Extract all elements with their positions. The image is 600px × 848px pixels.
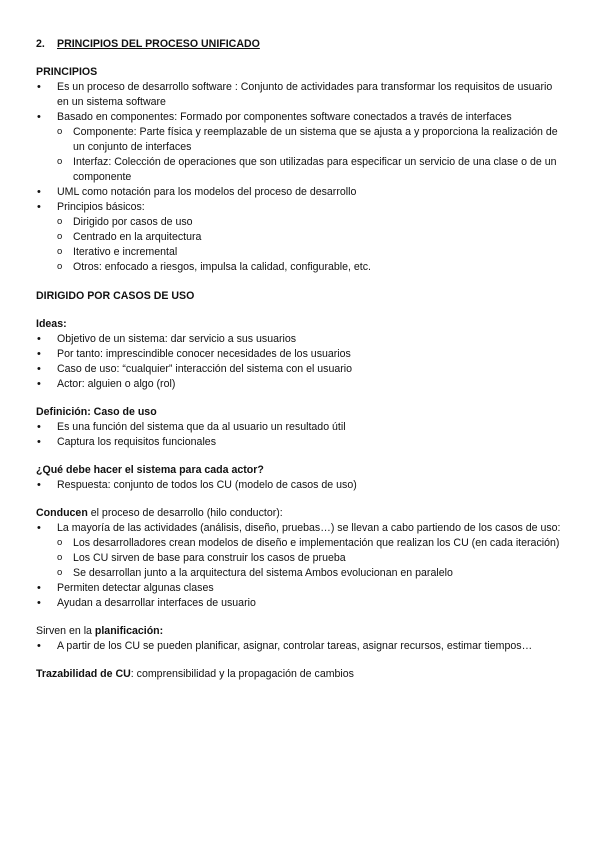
list-item: • Respuesta: conjunto de todos los CU (modelo de casos de uso): [36, 478, 561, 493]
sub-list: [57, 536, 561, 581]
sub-list-item: o Centrado en la arquitectura: [57, 230, 561, 245]
principios-list: [36, 80, 561, 275]
ideas-list: [36, 332, 561, 392]
sub-list-item: o Componente: Parte física y reemplazable de un sistema que se ajusta a y proporciona la realización de un conjunto de interfaces: [57, 125, 561, 155]
list-item: • Objetivo de un sistema: dar servicio a sus usuarios: [36, 332, 561, 347]
que-debe-heading: ¿Qué debe hacer el sistema para cada actor?: [36, 464, 264, 476]
conducen-list: [36, 521, 561, 611]
list-item: • A partir de los CU se pueden planificar, asignar, controlar tareas, asignar recursos, estimar tiempos…: [36, 639, 561, 654]
conducen-heading: Conducen el proceso de desarrollo (hilo conductor):: [36, 507, 283, 519]
definicion-heading: Definición: Caso de uso: [36, 406, 157, 418]
trazabilidad-line: Trazabilidad de CU: comprensibilidad y la propagación de cambios: [36, 668, 354, 680]
list-item: • Principios básicos: o Dirigido por casos de uso o Centrado en la arquitectura o Iterativo e incremental o Otros: enfocado a riesgos, impulsa la calidad, configurable, etc.: [36, 200, 561, 275]
sub-list-item: o Los desarrolladores crean modelos de diseño e implementación que realizan los CU (en cada iteración): [57, 536, 561, 551]
list-item: • Es una función del sistema que da al usuario un resultado útil: [36, 420, 561, 435]
sub-list-item: o Interfaz: Colección de operaciones que son utilizadas para especificar un servicio de una clase o de un componente: [57, 155, 561, 185]
section-title-text: PRINCIPIOS DEL PROCESO UNIFICADO: [57, 38, 260, 50]
que-debe-list: [36, 478, 561, 493]
sirven-heading: Sirven en la planificación:: [36, 625, 164, 637]
list-item: • Por tanto: imprescindible conocer necesidades de los usuarios: [36, 347, 561, 362]
section-title: [36, 37, 561, 52]
ideas-heading: Ideas:: [36, 318, 67, 330]
sub-list: [57, 215, 561, 275]
sub-list: [57, 125, 561, 185]
sirven-list: [36, 639, 561, 654]
list-item: • Caso de uso: “cualquier” interacción del sistema con el usuario: [36, 362, 561, 377]
definicion-list: [36, 420, 561, 450]
document-content: [36, 37, 561, 682]
list-item: • Ayudan a desarrollar interfaces de usuario: [36, 596, 561, 611]
dirigido-heading: DIRIGIDO POR CASOS DE USO: [36, 290, 195, 302]
sub-list-item: o Otros: enfocado a riesgos, impulsa la calidad, configurable, etc.: [57, 260, 561, 275]
sub-list-item: o Se desarrollan junto a la arquitectura del sistema Ambos evolucionan en paralelo: [57, 566, 561, 581]
list-item: • Es un proceso de desarrollo software : Conjunto de actividades para transformar los requisitos de usuario en un sistema software: [36, 80, 561, 110]
sub-list-item: o Los CU sirven de base para construir los casos de prueba: [57, 551, 561, 566]
list-item: • UML como notación para los modelos del proceso de desarrollo: [36, 185, 561, 200]
list-item: • Basado en componentes: Formado por componentes software conectados a través de interfaces o Componente: Parte física y reemplazable de un sistema que se ajusta a y proporciona la realización de un conjunto de interfaces o Interfaz: Colección de operaciones que son utilizadas para especificar un servicio de una clase o de un componente: [36, 110, 561, 185]
list-item: • La mayoría de las actividades (análisis, diseño, pruebas…) se llevan a cabo partiendo de los casos de uso: o Los desarrolladores crean modelos de diseño e implementación que realizan los CU (en cada iteración) o Los CU sirven de base para construir los casos de prueba o Se desarrollan junto a la arquitectura del sistema Ambos evolucionan en paralelo: [36, 521, 561, 581]
section-number: 2.: [36, 38, 45, 50]
sub-list-item: o Iterativo e incremental: [57, 245, 561, 260]
principios-heading: PRINCIPIOS: [36, 66, 98, 78]
list-item: • Captura los requisitos funcionales: [36, 435, 561, 450]
list-item: • Actor: alguien o algo (rol): [36, 377, 561, 392]
sub-list-item: o Dirigido por casos de uso: [57, 215, 561, 230]
list-item: • Permiten detectar algunas clases: [36, 581, 561, 596]
